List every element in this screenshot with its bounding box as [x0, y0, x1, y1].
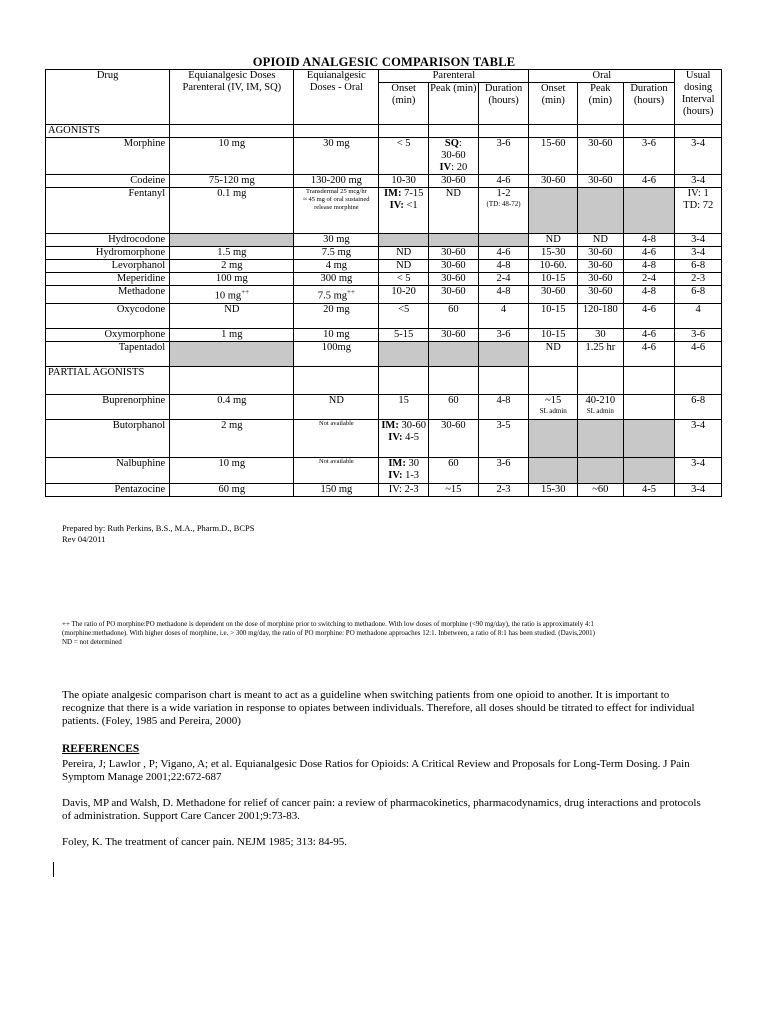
cell: ND [170, 303, 294, 328]
opioid-comparison-table [45, 69, 722, 497]
footnote-line: ++ The ratio of PO morphine:PO methadone is dependent on the dose of morphine prior to switching to methadone. With low doses of morphine (<90 mg/day), the ratio is approximately 4:1 [62, 620, 594, 628]
cell: 30-60 [429, 328, 479, 341]
header-parenteral-onset: Onset (min) [379, 83, 429, 125]
cell: 2 mg [170, 260, 294, 273]
cell: 6-8 [675, 394, 722, 419]
cell: 10-20 [379, 286, 429, 304]
table-row-butorphanol [46, 419, 722, 457]
header-oral-peak: Peak (min) [578, 83, 624, 125]
cell: < 5 [379, 273, 429, 286]
footnote-line: (morphine:methadone). With higher doses of morphine, i.e. > 300 mg/day, the ratio of PO morphine: PO methadone approaches 12:1. Inbetween, a ratio of 8:1 has been studied. (Davis,2001) [62, 629, 596, 637]
cell: 120-180 [578, 303, 624, 328]
table-row-hydrocodone [46, 234, 722, 247]
document-title: OPIOID ANALGESIC COMPARISON TABLE [252, 55, 516, 69]
cell: 30-60 [529, 175, 578, 188]
cell: 3-4 [675, 457, 722, 483]
cell: 75-120 mg [170, 175, 294, 188]
cell: 7.5 mg [294, 247, 379, 260]
shaded-cell [429, 341, 479, 366]
cell: 3-4 [675, 138, 722, 175]
header-row [46, 70, 722, 83]
table-row-tapentadol [46, 341, 722, 366]
cell: 30-60 [578, 286, 624, 304]
drug-name: Meperidine [46, 273, 170, 286]
cell: 1.5 mg [170, 247, 294, 260]
cell: 3-6 [623, 138, 675, 175]
cell: 30-60 [429, 286, 479, 304]
section-row-partial-agonists [46, 366, 722, 394]
cell: 2-4 [478, 273, 529, 286]
table-row-fentanyl [46, 188, 722, 234]
cell-multiline: IV: 1 TD: 72 [675, 188, 722, 234]
shaded-cell [170, 341, 294, 366]
cell: 4-6 [623, 175, 675, 188]
drug-name: Nalbuphine [46, 457, 170, 483]
cell: 2-3 [478, 483, 529, 496]
cell: < 5 [379, 138, 429, 175]
cell: 4-6 [623, 341, 675, 366]
cell: 0.4 mg [170, 394, 294, 419]
shaded-cell [529, 419, 578, 457]
cell: 30 mg [294, 138, 379, 175]
drug-name: Hydrocodone [46, 234, 170, 247]
cell: 10 mg++ [170, 286, 294, 304]
cell: 3-4 [675, 234, 722, 247]
cell: 3-4 [675, 419, 722, 457]
cell: 4 [478, 303, 529, 328]
table-row-hydromorphone [46, 247, 722, 260]
cell-multiline: Transdermal 25 mcg/hr ≈ 45 mg of oral sustained release morphine [294, 188, 379, 234]
cell: 30-60 [429, 273, 479, 286]
cell: 10-15 [529, 303, 578, 328]
header-parenteral-duration: Duration (hours) [478, 83, 529, 125]
header-oral-onset: Onset (min) [529, 83, 578, 125]
cell: 4-6 [675, 341, 722, 366]
cell: 10-15 [529, 273, 578, 286]
table-row-pentazocine [46, 483, 722, 496]
cell: 2-4 [623, 273, 675, 286]
cell: 6-8 [675, 260, 722, 273]
table-row-methadone [46, 286, 722, 304]
drug-name: Morphine [46, 138, 170, 175]
shaded-cell [478, 234, 529, 247]
cell: 30-60 [578, 138, 624, 175]
prepared-by: Prepared by: Ruth Perkins, B.S., M.A., Pharm.D., BCPS [62, 523, 255, 533]
table-row-oxymorphone [46, 328, 722, 341]
cell: ND [379, 247, 429, 260]
cell: 4-6 [478, 175, 529, 188]
shaded-cell [529, 457, 578, 483]
drug-name: Butorphanol [46, 419, 170, 457]
header-oral: Oral [529, 70, 675, 83]
cell: 6-8 [675, 286, 722, 304]
cell: 3-4 [675, 247, 722, 260]
section-label-agonists: AGONISTS [46, 125, 170, 138]
cell-multiline: IM: 7-15 IV: <1 [379, 188, 429, 234]
header-parenteral-peak: Peak (min) [429, 83, 479, 125]
cell: 15-30 [529, 483, 578, 496]
header-usual-interval: Usual dosing Interval (hours) [675, 70, 722, 125]
shaded-cell [529, 188, 578, 234]
drug-name: Buprenorphine [46, 394, 170, 419]
footnote-line: ND = not determined [62, 638, 122, 646]
cell: 100mg [294, 341, 379, 366]
cell: 30-60 [578, 175, 624, 188]
cell-multiline: 40-210 SL admin [578, 394, 624, 419]
cell: 4-6 [478, 247, 529, 260]
cell: ND [294, 394, 379, 419]
cell: 10 mg [170, 457, 294, 483]
cell: 30-60 [578, 273, 624, 286]
table-row-buprenorphine [46, 394, 722, 419]
guideline-paragraph: The opiate analgesic comparison chart is meant to act as a guideline when switching patients from one opioid to another. It is important to recognize that there is a wide variation in response to opiates between individuals. Therefore, all doses should be titrated to effect for individual patients. (Foley, 1985 and Pereira, 2000) [62, 689, 695, 727]
cell: 4 [675, 303, 722, 328]
table-row-nalbuphine [46, 457, 722, 483]
cell: 3-4 [675, 175, 722, 188]
table-row-codeine [46, 175, 722, 188]
cell-multiline: SQ: 30-60 IV: 20 [429, 138, 479, 175]
cell: 3-6 [675, 328, 722, 341]
cell: 30-60 [529, 286, 578, 304]
cell: 150 mg [294, 483, 379, 496]
cell: 15-30 [529, 247, 578, 260]
shaded-cell [478, 341, 529, 366]
cell: ND [529, 234, 578, 247]
cell: ~15 [429, 483, 479, 496]
cell: 4-8 [623, 286, 675, 304]
cell: 4-8 [478, 286, 529, 304]
reference-item: Pereira, J; Lawlor , P; Vigano, A; et al. Equianalgesic Dose Ratios for Opioids: A Critical Review and Proposals for Long-Term Dosing. J Pain Symptom Manage 2001;22:672-687 [62, 758, 690, 783]
cell: 7.5 mg++ [294, 286, 379, 304]
cell: 100 mg [170, 273, 294, 286]
header-equianalgesic-parenteral: Equianalgesic Doses Parenteral (IV, IM, SQ) [170, 70, 294, 125]
cell: 4-6 [623, 328, 675, 341]
cell: 20 mg [294, 303, 379, 328]
cell-multiline: IM: 30 IV: 1-3 [379, 457, 429, 483]
drug-name: Fentanyl [46, 188, 170, 234]
cell: ND [379, 260, 429, 273]
reference-item: Foley, K. The treatment of cancer pain. NEJM 1985; 313: 84-95. [62, 836, 348, 848]
cell: 4-8 [478, 394, 529, 419]
cell [623, 394, 675, 419]
shaded-cell [623, 188, 675, 234]
cell: 15-60 [529, 138, 578, 175]
cell: 30-60 [429, 175, 479, 188]
cell: 60 [429, 457, 479, 483]
drug-name: Oxycodone [46, 303, 170, 328]
cell: 0.1 mg [170, 188, 294, 234]
cell: 10 mg [294, 328, 379, 341]
cell: 2-3 [675, 273, 722, 286]
cell: 1 mg [170, 328, 294, 341]
reference-item: Davis, MP and Walsh, D. Methadone for relief of cancer pain: a review of pharmacokinetics, pharmacodynamics, drug interactions and protocols of administration. Support Care Cancer 2001;9:73-83. [62, 797, 701, 822]
cell: 130-200 mg [294, 175, 379, 188]
cell: 4 mg [294, 260, 379, 273]
cell: 30-60 [429, 247, 479, 260]
cell-multiline: 1-2 (TD: 48-72) [478, 188, 529, 234]
cell: 5-15 [379, 328, 429, 341]
shaded-cell [379, 234, 429, 247]
cell: 3-4 [675, 483, 722, 496]
cell: ND [429, 188, 479, 234]
table-row-oxycodone [46, 303, 722, 328]
cell: 60 [429, 303, 479, 328]
cell: ND [578, 234, 624, 247]
header-parenteral: Parenteral [379, 70, 529, 83]
cell: 4-6 [623, 247, 675, 260]
header-oral-duration: Duration (hours) [623, 83, 675, 125]
shaded-cell [170, 234, 294, 247]
revision-date: Rev 04/2011 [62, 534, 106, 544]
cell: 10-60. [529, 260, 578, 273]
cell: 15 [379, 394, 429, 419]
cell: 300 mg [294, 273, 379, 286]
text-cursor [53, 862, 54, 877]
drug-name: Hydromorphone [46, 247, 170, 260]
cell: 4-8 [623, 234, 675, 247]
cell: 4-5 [623, 483, 675, 496]
shaded-cell [578, 457, 624, 483]
cell: 10-30 [379, 175, 429, 188]
cell: 3-6 [478, 457, 529, 483]
cell: <5 [379, 303, 429, 328]
cell: 3-6 [478, 328, 529, 341]
table-row-meperidine [46, 273, 722, 286]
cell: 30 mg [294, 234, 379, 247]
shaded-cell [623, 419, 675, 457]
shaded-cell [578, 188, 624, 234]
section-row-agonists [46, 125, 722, 138]
cell-multiline: IM: 30-60 IV: 4-5 [379, 419, 429, 457]
header-drug: Drug [46, 70, 170, 125]
cell: 60 [429, 394, 479, 419]
drug-name: Levorphanol [46, 260, 170, 273]
cell: 30-60 [429, 260, 479, 273]
cell: ~60 [578, 483, 624, 496]
cell: Not available [294, 457, 379, 483]
drug-name: Oxymorphone [46, 328, 170, 341]
cell: 30-60 [578, 247, 624, 260]
cell: ND [529, 341, 578, 366]
drug-name: Codeine [46, 175, 170, 188]
drug-name: Methadone [46, 286, 170, 304]
drug-name: Tapentadol [46, 341, 170, 366]
cell: 10 mg [170, 138, 294, 175]
table-row-morphine [46, 138, 722, 175]
shaded-cell [578, 419, 624, 457]
cell: 4-8 [623, 260, 675, 273]
drug-name: Pentazocine [46, 483, 170, 496]
cell: 1.25 hr [578, 341, 624, 366]
table-row-levorphanol [46, 260, 722, 273]
cell: 10-15 [529, 328, 578, 341]
cell: 30-60 [578, 260, 624, 273]
cell-multiline: ~15 SL admin [529, 394, 578, 419]
section-label-partial-agonists: PARTIAL AGONISTS [46, 366, 170, 394]
shaded-cell [379, 341, 429, 366]
cell: 30-60 [429, 419, 479, 457]
cell: 3-6 [478, 138, 529, 175]
footnote [62, 620, 712, 647]
references-heading: REFERENCES [62, 743, 140, 755]
header-equianalgesic-oral: Equianalgesic Doses - Oral [294, 70, 379, 125]
shaded-cell [623, 457, 675, 483]
cell: Not available [294, 419, 379, 457]
cell: 2 mg [170, 419, 294, 457]
cell: 60 mg [170, 483, 294, 496]
cell: 30 [578, 328, 624, 341]
cell: 3-5 [478, 419, 529, 457]
cell: 4-6 [623, 303, 675, 328]
cell: IV: 2-3 [379, 483, 429, 496]
cell: 4-8 [478, 260, 529, 273]
shaded-cell [429, 234, 479, 247]
